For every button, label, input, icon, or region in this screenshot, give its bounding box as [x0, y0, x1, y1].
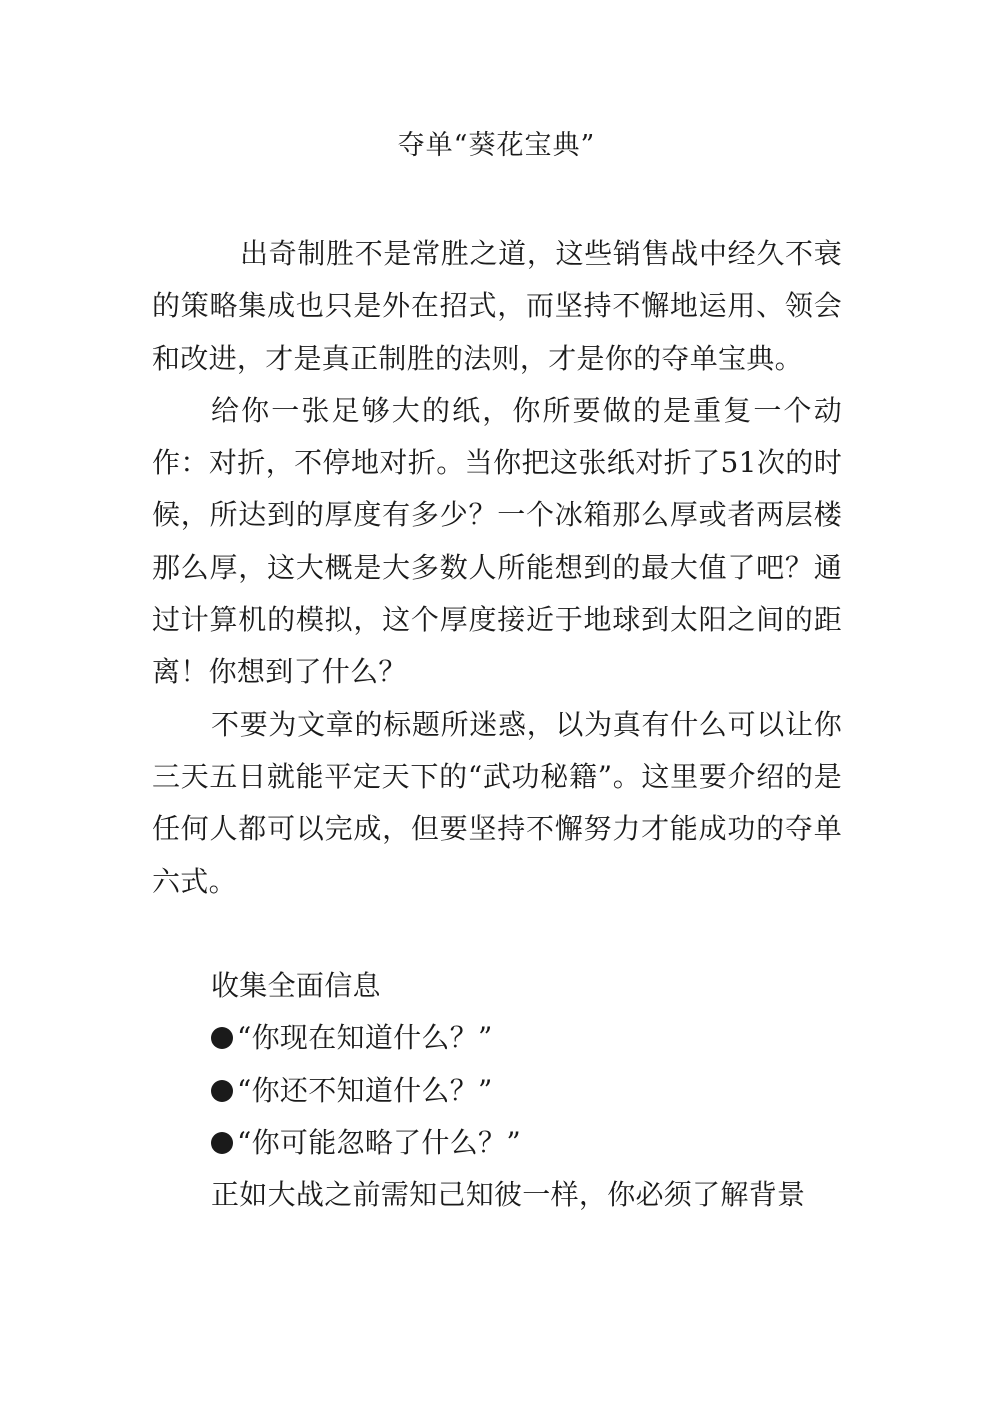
list-item — [152, 1065, 842, 1117]
paragraph-closing: 正如大战之前需知己知彼一样，你必须了解背景 — [211, 1178, 806, 1212]
section-heading: 收集全面信息 — [211, 969, 381, 1003]
bullet-dot-icon — [211, 1027, 233, 1049]
bullet-dot-icon — [211, 1132, 233, 1154]
blank-line — [152, 908, 842, 960]
paragraph-intro: 出奇制胜不是常胜之道，这些销售战中经久不衰的策略集成也只是外在招式，而坚持不懈地运用、领会和改进，才是真正制胜的法则，才是你的夺单宝典。 — [152, 237, 842, 375]
paragraph-six-moves: 不要为文章的标题所迷惑，以为真有什么可以让你三天五日就能平定天下的“武功秘籍”。这里要介绍的是任何人都可以完成，但要坚持不懈努力才能成功的夺单六式。 — [152, 707, 842, 898]
document-title: 夺单“葵花宝典” — [397, 130, 596, 161]
bullet-text: “你还不知道什么？” — [237, 1073, 493, 1107]
bullet-text: “你可能忽略了什么？” — [237, 1126, 521, 1160]
paragraph-paper-folding: 给你一张足够大的纸，你所要做的是重复一个动作：对折，不停地对折。当你把这张纸对折了51次的时候，所达到的厚度有多少？一个冰箱那么厚或者两层楼那么厚，这大概是大多数人所能想到的最大值了吧？通过计算机的模拟，这个厚度接近于地球到太阳之间的距离！你想到了什么？ — [152, 393, 842, 689]
list-item — [152, 1117, 842, 1169]
document-body — [152, 228, 842, 1222]
list-item — [152, 1012, 842, 1064]
bullet-text: “你现在知道什么？” — [237, 1021, 493, 1055]
bullet-dot-icon — [211, 1080, 233, 1102]
